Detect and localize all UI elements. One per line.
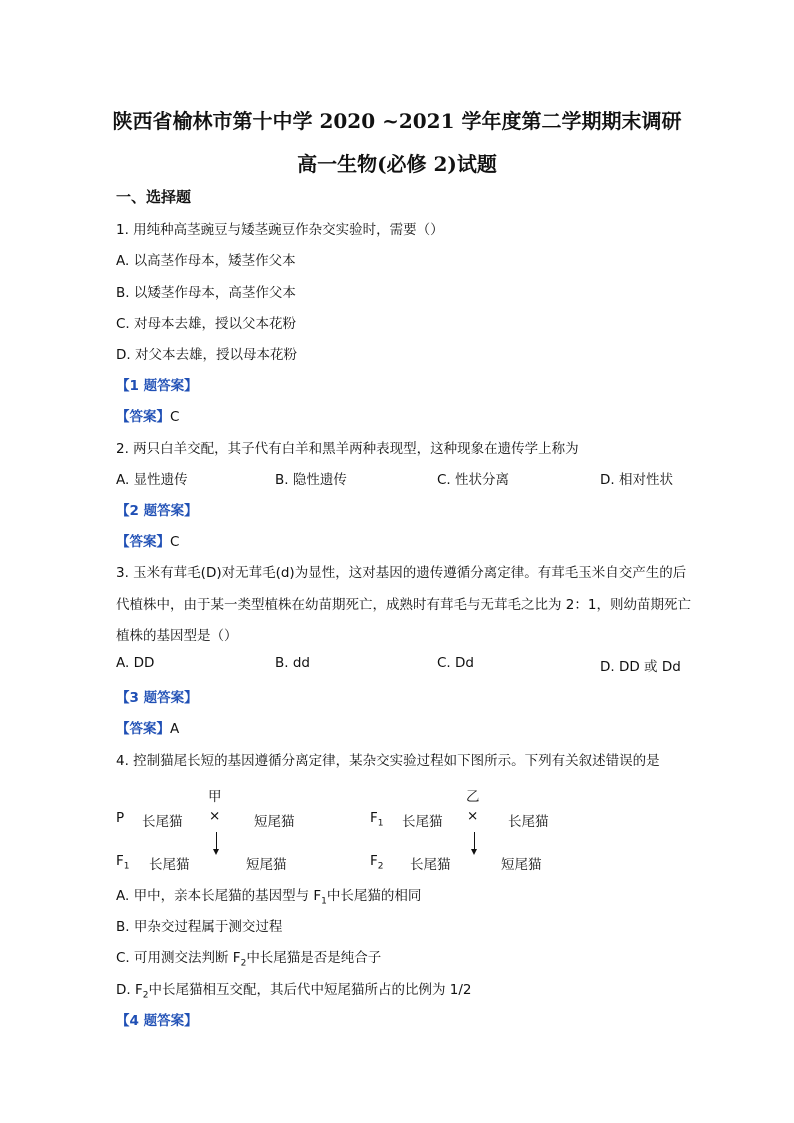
question-1-option-c: C. 对母本去雄，授以父本花粉 xyxy=(116,316,297,332)
question-3-answer-tag: 【3 题答案】 xyxy=(116,690,198,706)
cross-jia-symbol: × xyxy=(209,808,221,824)
question-1-option-a: A. 以高茎作母本，矮茎作父本 xyxy=(116,253,296,269)
question-1-answer xyxy=(116,405,179,425)
answer-value: C xyxy=(170,534,180,550)
f1-subscript: 1 xyxy=(123,861,130,872)
question-4-option-d xyxy=(116,978,472,1001)
question-2-answer-tag: 【2 题答案】 xyxy=(116,503,198,519)
cross-yi-f1-label xyxy=(370,810,384,829)
option-subscript: 1 xyxy=(321,896,327,907)
cross-f2-label xyxy=(370,853,384,872)
question-2-stem: 2. 两只白羊交配，其子代有白羊和黑羊两种表现型，这种现象在遗传学上称为 xyxy=(116,441,579,457)
answer-value: A xyxy=(170,721,180,737)
question-3-option-d: D. DD 或 Dd xyxy=(600,659,681,675)
question-4-option-c xyxy=(116,946,381,969)
question-2-answer xyxy=(116,530,179,550)
cross-jia-label: 甲 xyxy=(208,789,222,805)
question-1-option-d: D. 对父本去雄，授以母本花粉 xyxy=(116,347,297,363)
question-1-stem: 1. 用纯种高茎豌豆与矮茎豌豆作杂交实验时，需要（） xyxy=(116,222,444,238)
question-3-answer xyxy=(116,717,179,737)
cross-f1-label xyxy=(116,853,130,872)
exam-title-line1: 陕西省榆林市第十中学 2020 ~2021 学年度第二学期期末调研 xyxy=(112,109,682,133)
question-2-option-d: D. 相对性状 xyxy=(600,472,673,488)
option-text: C. 可用测交法判断 F xyxy=(116,950,241,966)
option-text: A. 甲中，亲本长尾猫的基因型与 F xyxy=(116,888,322,904)
question-4-option-b: B. 甲杂交过程属于测交过程 xyxy=(116,919,283,935)
option-text: 中长尾猫的相同 xyxy=(326,888,422,904)
question-1-option-b: B. 以矮茎作母本，高茎作父本 xyxy=(116,285,296,301)
cross-yi-parent-long-1: 长尾猫 xyxy=(402,814,443,830)
question-3-option-c: C. Dd xyxy=(437,655,474,671)
option-subscript: 2 xyxy=(240,958,247,969)
section-heading: 一、选择题 xyxy=(116,188,192,206)
question-3-option-a: A. DD xyxy=(116,655,155,671)
question-4-option-a xyxy=(116,884,421,907)
question-2-option-b: B. 隐性遗传 xyxy=(275,472,347,488)
question-4-stem: 4. 控制猫尾长短的基因遵循分离定律，某杂交实验过程如下图所示。下列有关叙述错误的是 xyxy=(116,753,660,769)
question-1-answer-tag: 【1 题答案】 xyxy=(116,378,198,394)
question-2-option-c: C. 性状分离 xyxy=(437,472,510,488)
question-2-option-a: A. 显性遗传 xyxy=(116,472,188,488)
cross-jia-arrow xyxy=(216,832,217,850)
f1-prefix: F xyxy=(116,853,124,869)
cross-jia-offspring-short: 短尾猫 xyxy=(246,857,287,873)
f2-prefix: F xyxy=(370,853,378,869)
cross-yi-arrow xyxy=(474,832,475,850)
question-3-option-b: B. dd xyxy=(275,655,310,671)
answer-label: 【答案】 xyxy=(116,534,170,550)
exam-title-line2: 高一生物(必修 2)试题 xyxy=(297,152,497,176)
cross-yi-label: 乙 xyxy=(466,789,480,805)
cross-yi-offspring-short: 短尾猫 xyxy=(501,857,542,873)
cross-yi-symbol: × xyxy=(467,808,479,824)
question-3-stem-line2: 代植株中，由于某一类型植株在幼苗期死亡，成熟时有茸毛与无茸毛之比为 2：1，则幼苗期死亡 xyxy=(116,597,691,613)
cross-p-label: P xyxy=(116,810,125,826)
cross-jia-offspring-long: 长尾猫 xyxy=(149,857,190,873)
option-text: D. F xyxy=(116,982,143,998)
question-3-stem-line1: 3. 玉米有茸毛(D)对无茸毛(d)为显性，这对基因的遗传遵循分离定律。有茸毛玉米自交产生的后 xyxy=(116,565,687,581)
option-subscript: 2 xyxy=(142,990,149,1001)
f1-prefix: F xyxy=(370,810,378,826)
answer-label: 【答案】 xyxy=(116,409,170,425)
cross-jia-parent-long: 长尾猫 xyxy=(142,814,183,830)
cross-yi-parent-long-2: 长尾猫 xyxy=(508,814,549,830)
answer-value: C xyxy=(170,409,180,425)
f2-subscript: 2 xyxy=(377,861,384,872)
option-text: 中长尾猫相互交配，其后代中短尾猫所占的比例为 1/2 xyxy=(148,982,472,998)
question-4-answer-tag: 【4 题答案】 xyxy=(116,1013,198,1029)
answer-label: 【答案】 xyxy=(116,721,170,737)
cross-yi-offspring-long: 长尾猫 xyxy=(410,857,451,873)
cross-jia-parent-short: 短尾猫 xyxy=(254,814,295,830)
question-3-stem-line3: 植株的基因型是（） xyxy=(116,628,238,644)
f1-subscript: 1 xyxy=(377,818,384,829)
option-text: 中长尾猫是否是纯合子 xyxy=(246,950,382,966)
